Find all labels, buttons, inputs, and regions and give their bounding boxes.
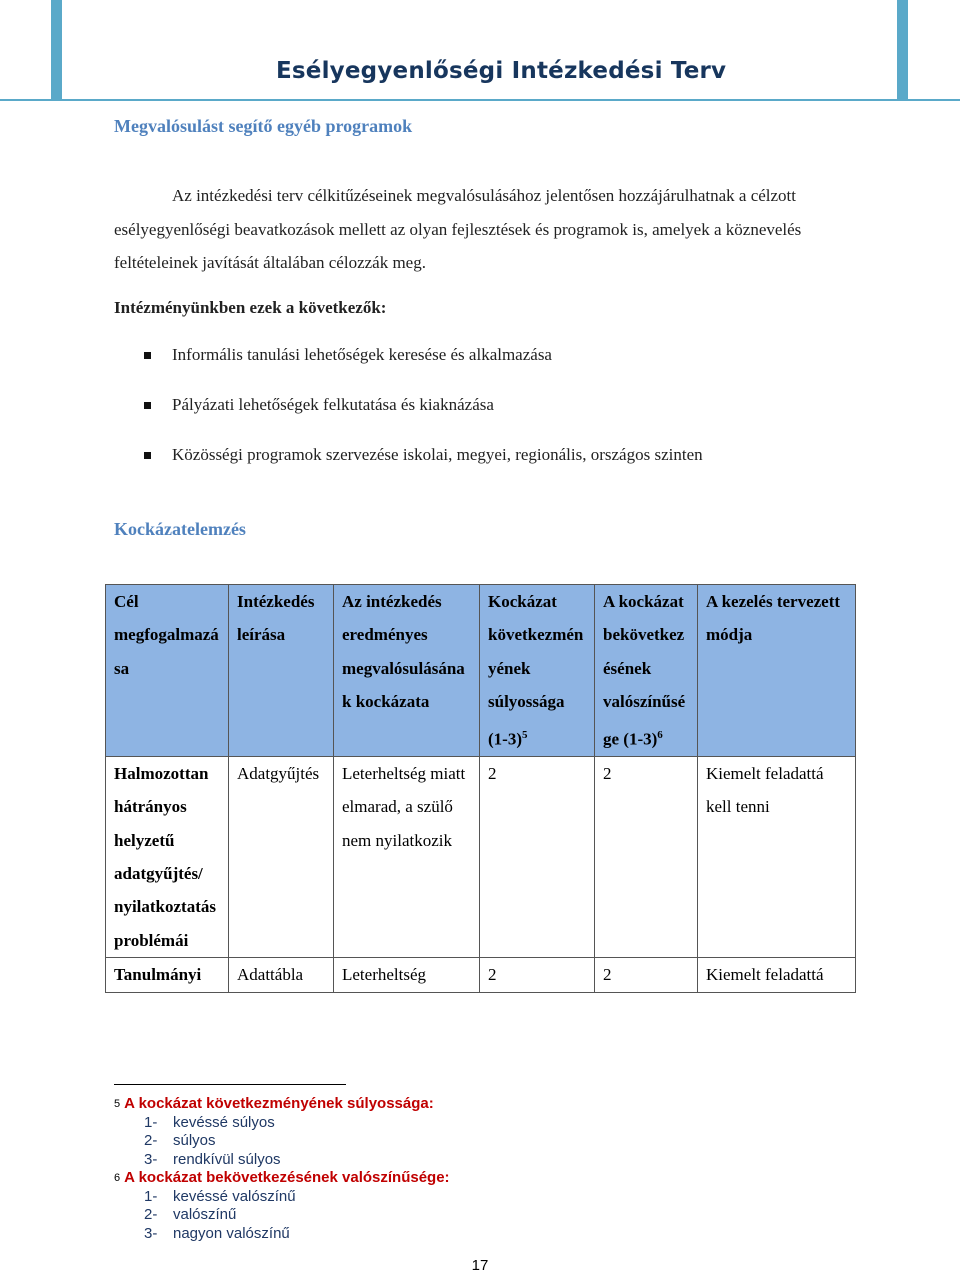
footnote-item: 2- valószínű xyxy=(144,1206,237,1223)
table-cell: Halmozottan hátrányos helyzetű adatgyűjtés/ nyilatkoztatás problémái xyxy=(106,756,229,957)
table-cell: 2 xyxy=(480,756,595,957)
page-number: 17 xyxy=(471,1257,489,1274)
square-bullet-icon xyxy=(144,402,151,409)
table-row xyxy=(106,756,856,957)
intro-paragraph-text: Az intézkedési terv célkitűzéseinek megvalósulásához jelentősen hozzájárulhatnak a célzott esélyegyenlőségi beavatkozások mellett az olyan fejlesztések és programok is, amelyek a köznevelés feltételeinek javítását általában célozzák meg. xyxy=(114,186,802,272)
table-cell: Kiemelt feladattá kell tenni xyxy=(698,756,856,957)
table-cell: Kiemelt feladattá xyxy=(698,958,856,992)
footnote-item: 1- kevéssé valószínű xyxy=(144,1187,296,1205)
lead-sentence: Intézményünkben ezek a következők: xyxy=(114,298,387,317)
table-cell: Adattábla xyxy=(229,958,334,992)
footnote-ref: 6 xyxy=(657,728,663,741)
section-heading-risk: Kockázatelemzés xyxy=(114,519,246,539)
footnote-item: 1- kevéssé súlyos xyxy=(144,1113,275,1131)
footnote-ref: 5 xyxy=(521,728,528,741)
square-bullet-icon xyxy=(144,352,151,359)
footnote-item: 3- rendkívül súlyos xyxy=(144,1150,281,1168)
header-risk: Az intézkedés eredményes megvalósulásának kockázata xyxy=(334,585,480,757)
square-bullet-icon xyxy=(144,452,151,459)
table-cell: Leterheltség miatt elmarad, a szülő nem nyilatkozik xyxy=(334,756,480,957)
header-probability: A kockázat bekövetkezésének valószínűsége $(1-3)^6$ xyxy=(595,585,698,757)
table-cell: 2 xyxy=(595,958,698,992)
header-handling: A kezelés tervezett módja xyxy=(698,585,856,757)
table-cell: Leterheltség xyxy=(334,958,480,992)
header-accent-bar-right xyxy=(897,0,908,100)
document-title: Esélyegyenlőségi Intézkedési Terv xyxy=(276,58,727,84)
risk-table xyxy=(105,584,856,993)
table-cell: Tanulmányi xyxy=(106,958,229,992)
header-severity: Kockázat következményének súlyossága $(1-3)^5$ xyxy=(480,585,595,757)
header-measure: Intézkedés leírása xyxy=(229,585,334,757)
header-goal: Cél megfogalmazása xyxy=(106,585,229,757)
table-cell: Adatgyűjtés xyxy=(229,756,334,957)
table-row xyxy=(106,958,856,992)
footnote-item: 2- súlyos xyxy=(144,1132,216,1149)
section-heading-programs: Megvalósulást segítő egyéb programok xyxy=(114,116,413,136)
header-rule xyxy=(0,99,960,101)
table-header-row xyxy=(106,585,856,757)
footnote-title: $^6$ A kockázat bekövetkezésének valószínűsége: xyxy=(114,1169,450,1186)
table-cell: 2 xyxy=(595,756,698,957)
footnote-title: $^5$ A kockázat következményének súlyossága: xyxy=(114,1095,434,1112)
table-cell: 2 xyxy=(480,958,595,992)
header-accent-bar-left xyxy=(51,0,62,100)
footnote-separator xyxy=(114,1084,346,1085)
footnotes xyxy=(114,1095,450,1243)
footnote-item: 3- nagyon valószínű xyxy=(144,1224,290,1242)
intro-paragraph xyxy=(114,179,834,280)
